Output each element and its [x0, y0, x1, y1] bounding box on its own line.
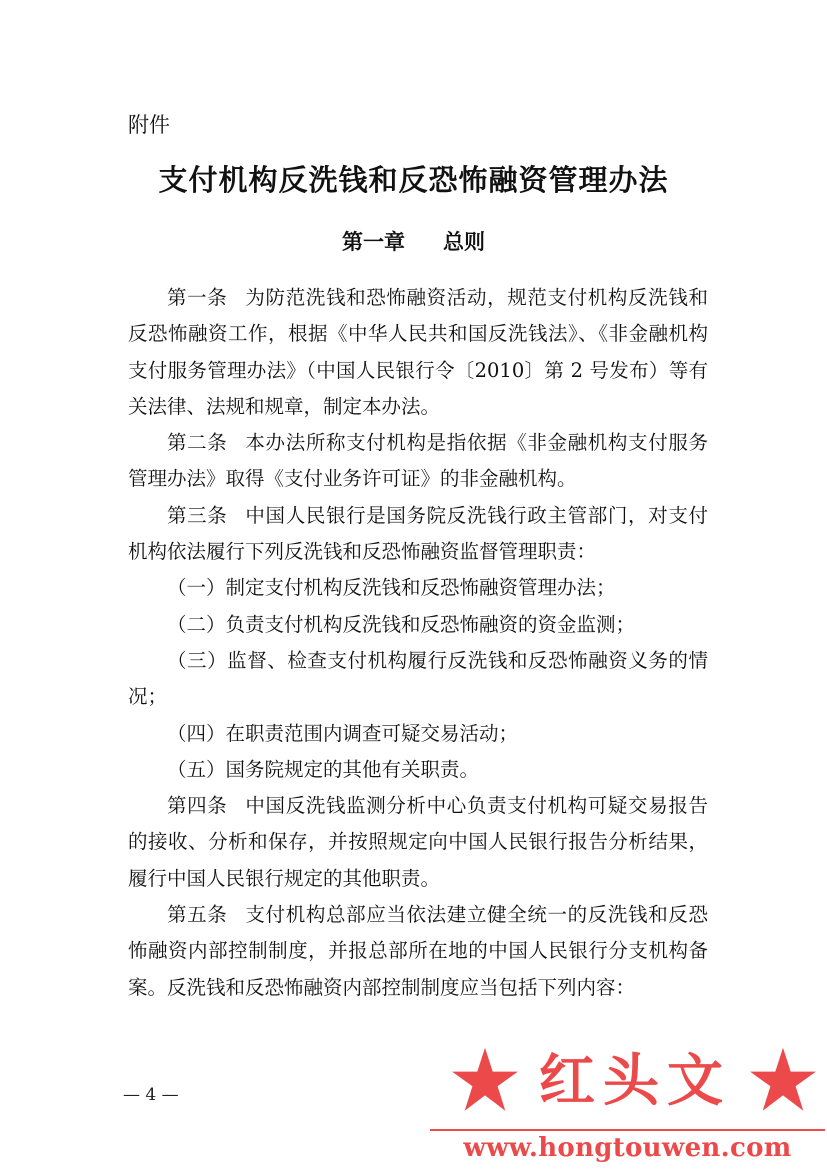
star-icon: [748, 1045, 818, 1115]
article-paragraph: [128, 788, 708, 897]
article-number: 第四条: [167, 794, 228, 818]
star-icon: [450, 1045, 520, 1115]
chapter-heading: [0, 226, 827, 258]
article-number: 第三条: [167, 503, 228, 527]
chapter-name: 总则: [443, 229, 485, 254]
article-text: 中国人民银行是国务院反洗钱行政主管部门，对支付机构依法履行下列反洗钱和反恐怖融资监督管理职责：: [128, 503, 708, 564]
watermark-banner: [430, 1045, 825, 1125]
list-item-paragraph: [128, 643, 708, 716]
article-paragraph: [128, 897, 708, 1006]
article-paragraph: [128, 280, 708, 425]
document-title: 支付机构反洗钱和反恐怖融资管理办法: [158, 163, 669, 197]
list-item-text: （一）制定支付机构反洗钱和反恐怖融资管理办法；: [167, 576, 616, 600]
article-text: 为防范洗钱和恐怖融资活动，规范支付机构反洗钱和反恐怖融资工作，根据《中华人民共和国反洗钱法》、《非金融机构支付服务管理办法》（中国人民银行令〔2010〕第 2 号发布）等有关法律、法规和规章，制定本办法。: [128, 286, 708, 418]
chapter-number: 第一章: [342, 229, 405, 254]
list-item-paragraph: [128, 607, 708, 643]
list-item-text: （四）在职责范围内调查可疑交易活动；: [167, 721, 519, 745]
list-item-text: （二）负责支付机构反洗钱和反恐怖融资的资金监测；: [167, 612, 636, 636]
article-number: 第一条: [167, 286, 228, 309]
article-paragraph: [128, 498, 708, 571]
article-number: 第二条: [167, 431, 228, 455]
page-number: — 4 —: [123, 1085, 179, 1105]
list-item-text: （三）监督、检查支付机构履行反洗钱和反恐怖融资义务的情况；: [128, 648, 708, 709]
list-item-paragraph: [128, 570, 708, 606]
site-watermark: [430, 1045, 825, 1165]
article-number: 第五条: [167, 903, 228, 927]
attachment-label: 附件: [128, 113, 170, 137]
watermark-name: 红头文: [539, 1049, 731, 1114]
article-text: 中国反洗钱监测分析中心负责支付机构可疑交易报告的接收、分析和保存，并按照规定向中国人民银行报告分析结果，履行中国人民银行规定的其他职责。: [128, 794, 708, 890]
article-text: 支付机构总部应当依法建立健全统一的反洗钱和反恐怖融资内部控制制度，并报总部所在地的中国人民银行分支机构备案。反洗钱和反恐怖融资内部控制制度应当包括下列内容：: [128, 903, 708, 999]
article-text: 本办法所称支付机构是指依据《非金融机构支付服务管理办法》取得《支付业务许可证》的非金融机构。: [128, 431, 708, 491]
list-item-paragraph: [128, 716, 708, 752]
article-paragraph: [128, 425, 708, 498]
document-body: [128, 280, 708, 1006]
list-item-text: （五）国务院规定的其他有关职责。: [167, 757, 480, 781]
watermark-url: www.hongtouwen.com: [463, 1133, 792, 1163]
list-item-paragraph: [128, 752, 708, 788]
